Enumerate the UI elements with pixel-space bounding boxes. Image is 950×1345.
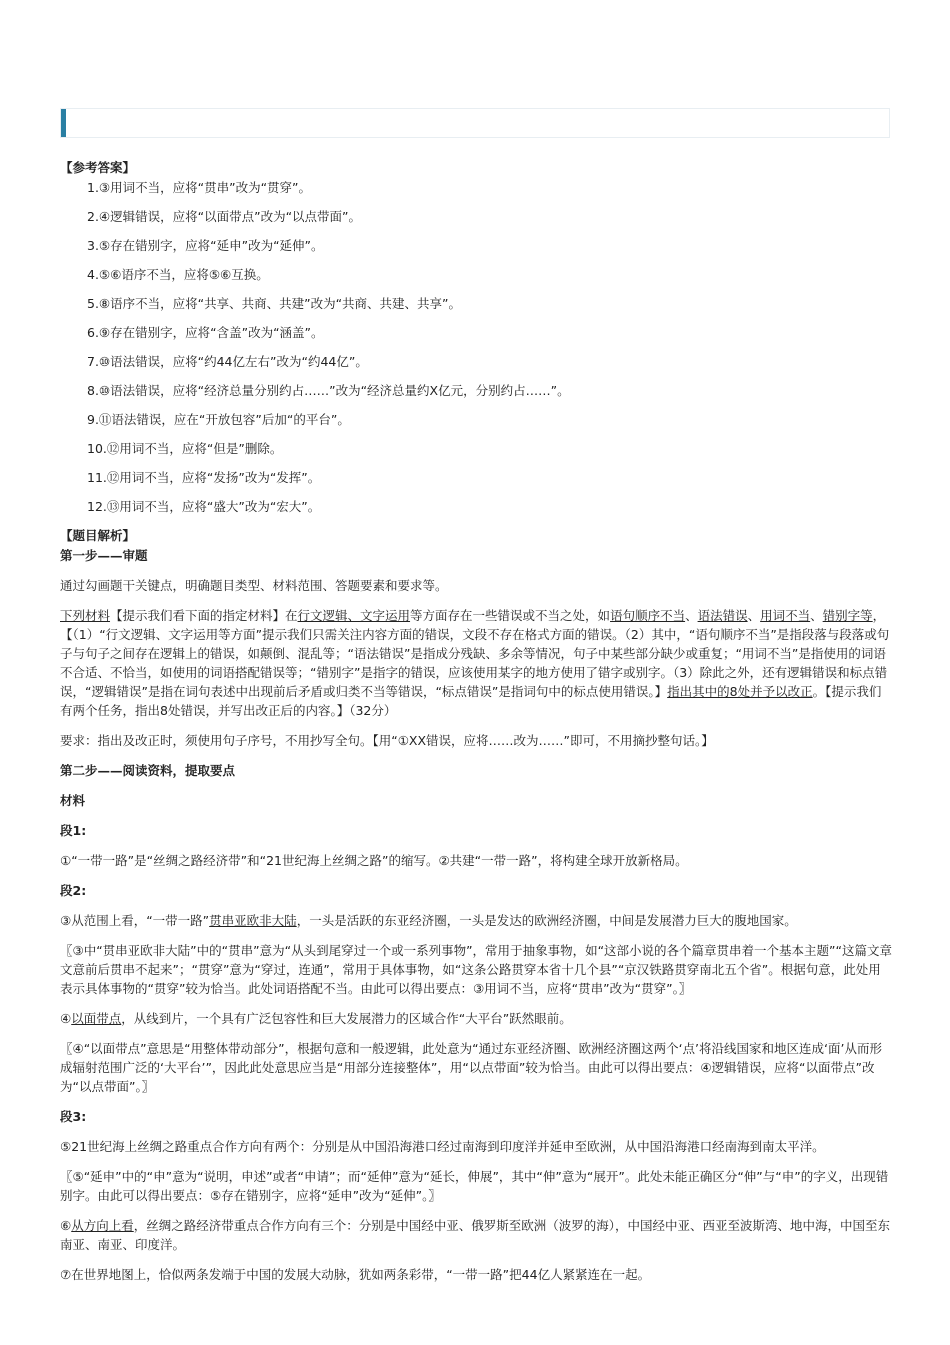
sentence-part: ，从线到片，一个具有广泛包容性和巨大发展潜力的区域合作“大平台”跃然眼前。 xyxy=(121,1011,572,1026)
note-3: 〖③中“贯串亚欧非大陆”中的“贯串”意为“从头到尾穿过一个或一系列事物”，常用于抽象事物，如“这部小说的各个篇章贯串着一个基本主题”“这篇文章文意前后贯串不起来”；“贯穿”意为“穿过，连通”，常用于具体事物，如“这条公路贯穿本省十几个县”“京汉铁路贯穿南北五个省”。根据句意，此处用表示具体事物的“贯穿”较为恰当。此处词语搭配不当。由此可以得出要点：③用词不当，应将“贯串”改为“贯穿”。〗 xyxy=(60,943,892,996)
segment-1-text: ①“一带一路”是“丝绸之路经济带”和“21世纪海上丝绸之路”的缩写。②共建“一带一路”，将构建全球开放新格局。 xyxy=(60,853,688,868)
q-part: 语句顺序不当 xyxy=(610,608,686,623)
answer-item: 12.⑬用词不当，应将“盛大”改为“宏大”。 xyxy=(87,499,321,514)
sentence-part: ，一头是活跃的东亚经济圈，一头是发达的欧洲经济圈，中间是发展潜力巨大的腹地国家。 xyxy=(296,913,797,928)
answer-item: 11.⑫用词不当，应将“发扬”改为“发挥”。 xyxy=(87,470,321,485)
header-accent-bar xyxy=(61,109,66,137)
q-part: 用词不当 xyxy=(760,608,811,623)
sentence-3 xyxy=(60,911,892,930)
requirement: 要求：指出及改正时，须使用句子序号，不用抄写全句。【用“①XX错误，应将……改为……”即可，不用摘抄整句话。】 xyxy=(60,733,714,748)
step1-title: 第一步——审题 xyxy=(60,548,148,563)
q-part: 语法错误 xyxy=(697,608,748,623)
answer-item: 3.⑤存在错别字，应将“延申”改为“延伸”。 xyxy=(87,238,324,253)
q-part: 错别字等 xyxy=(822,608,873,623)
sentence-part: ④ xyxy=(60,1011,72,1026)
sentence-key-phrase: 贯串亚欧非大陆 xyxy=(209,913,297,928)
analysis-title: 【题目解析】 xyxy=(60,528,136,543)
material-label: 材料 xyxy=(60,793,86,808)
answer-title: 【参考答案】 xyxy=(60,160,136,175)
q-part: 【提示我们看下面的指定材料】在 xyxy=(110,608,298,623)
answer-item: 8.⑩语法错误，应将“经济总量分别约占……”改为“经济总量约X亿元，分别约占……”。 xyxy=(87,383,570,398)
answer-item: 9.⑪语法错误，应在“开放包容”后加“的平台”。 xyxy=(87,412,350,427)
q-part: 下列材料 xyxy=(60,608,111,623)
segment-2-label: 段2: xyxy=(60,883,87,898)
sentence-7: ⑦在世界地图上，恰似两条发端于中国的发展大动脉，犹如两条彩带，“一带一路”把44亿人紧紧连在一起。 xyxy=(60,1267,651,1282)
q-part: ，【（1）“行文逻辑、文字运用等方面”提示我们只需关注内容方面的错误，文段不存在格式方面的错误。（2）其中，“语句顺序不当”是指段落与段落或句子与句子之间存在逻辑上的错误，如颠倒、混乱等；“语法错误”是指成分残缺、多余等情况，句子中某些部分缺少或重复；“用词不当”是指使用的词语不合适、不恰当，如使用的词语搭配错误等；“错别字”是指字的错误，应该使用某字的地方使用了错字或别字。（3）除此之外，还有逻辑错误和标点错误，“逻辑错误”是指在词句表述中出现前后矛盾或归类不当等错误，“标点错误”是指词句中的标点使用错误。】 xyxy=(60,608,890,699)
question-paragraph xyxy=(60,606,892,720)
document-content xyxy=(60,158,892,1295)
answer-list xyxy=(60,178,892,517)
q-part: 指出其中的8处并予以改正 xyxy=(667,684,813,699)
answer-item: 10.⑫用词不当，应将“但是”删除。 xyxy=(87,441,283,456)
segment-3-label: 段3: xyxy=(60,1109,87,1124)
note-5: 〖⑤“延申”中的“申”意为“说明，申述”或者“申请”；而“延伸”意为“延长，伸展”，其中“伸”意为“展开”。此处未能正确区分“伸”与“申”的字义，出现错别字。由此可以得出要点：⑤存在错别字，应将“延申”改为“延伸”。〗 xyxy=(60,1169,889,1203)
sentence-4 xyxy=(60,1009,892,1028)
sentence-key-phrase: 以面带点 xyxy=(71,1011,122,1026)
answer-item: 6.⑨存在错别字，应将“含盖”改为“涵盖”。 xyxy=(87,325,324,340)
sentence-5: ⑤21世纪海上丝绸之路重点合作方向有两个：分别是从中国沿海港口经过南海到印度洋并延申至欧洲，从中国沿海港口经南海到南太平洋。 xyxy=(60,1139,825,1154)
q-part: 行文逻辑、文字运用 xyxy=(297,608,411,623)
segment-1-label: 段1: xyxy=(60,823,87,838)
step2-title: 第二步——阅读资料，提取要点 xyxy=(60,763,236,778)
answer-item: 4.⑤⑥语序不当，应将⑤⑥互换。 xyxy=(87,267,269,282)
answer-item: 5.⑧语序不当，应将“共享、共商、共建”改为“共商、共建、共享”。 xyxy=(87,296,462,311)
section-header-bar xyxy=(60,108,890,138)
sentence-part: ⑥ xyxy=(60,1218,72,1233)
answer-item: 2.④逻辑错误，应将“以面带点”改为“以点带面”。 xyxy=(87,209,362,224)
q-part: 等方面存在一些错误或不当之处，如 xyxy=(410,608,611,623)
step1-intro: 通过勾画题干关键点，明确题目类型、材料范围、答题要素和要求等。 xyxy=(60,578,448,593)
q-part: 、 xyxy=(685,608,698,623)
q-part: 、 xyxy=(747,608,761,623)
sentence-part: ，丝绸之路经济带重点合作方向有三个：分别是中国经中亚、俄罗斯至欧洲（波罗的海），中国经中亚、西亚至波斯湾、地中海，中国至东南亚、南亚、印度洋。 xyxy=(60,1218,890,1252)
sentence-key-phrase: 从方向上看 xyxy=(71,1218,134,1233)
q-part: 。【提示我们有两个任务，指出8处错误，并写出改正后的内容。】（32分） xyxy=(60,684,882,718)
sentence-6 xyxy=(60,1216,892,1254)
answer-item: 1.③用词不当，应将“贯串”改为“贯穿”。 xyxy=(87,180,312,195)
sentence-part: ③从范围上看，“一带一路” xyxy=(60,913,210,928)
q-part: 、 xyxy=(810,608,823,623)
note-4: 〖④“以面带点”意思是“用整体带动部分”，根据句意和一般逻辑，此处意为“通过东亚经济圈、欧洲经济圈这两个‘点’将沿线国家和地区连成‘面’从而形成辐射范围广泛的‘大平台’”，因此此处意思应当是“用部分连接整体”，用“以点带面”较为恰当。由此可以得出要点：④逻辑错误，应将“以面带点”改为“以点带面”。〗 xyxy=(60,1041,882,1094)
answer-item: 7.⑩语法错误，应将“约44亿左右”改为“约44亿”。 xyxy=(87,354,368,369)
